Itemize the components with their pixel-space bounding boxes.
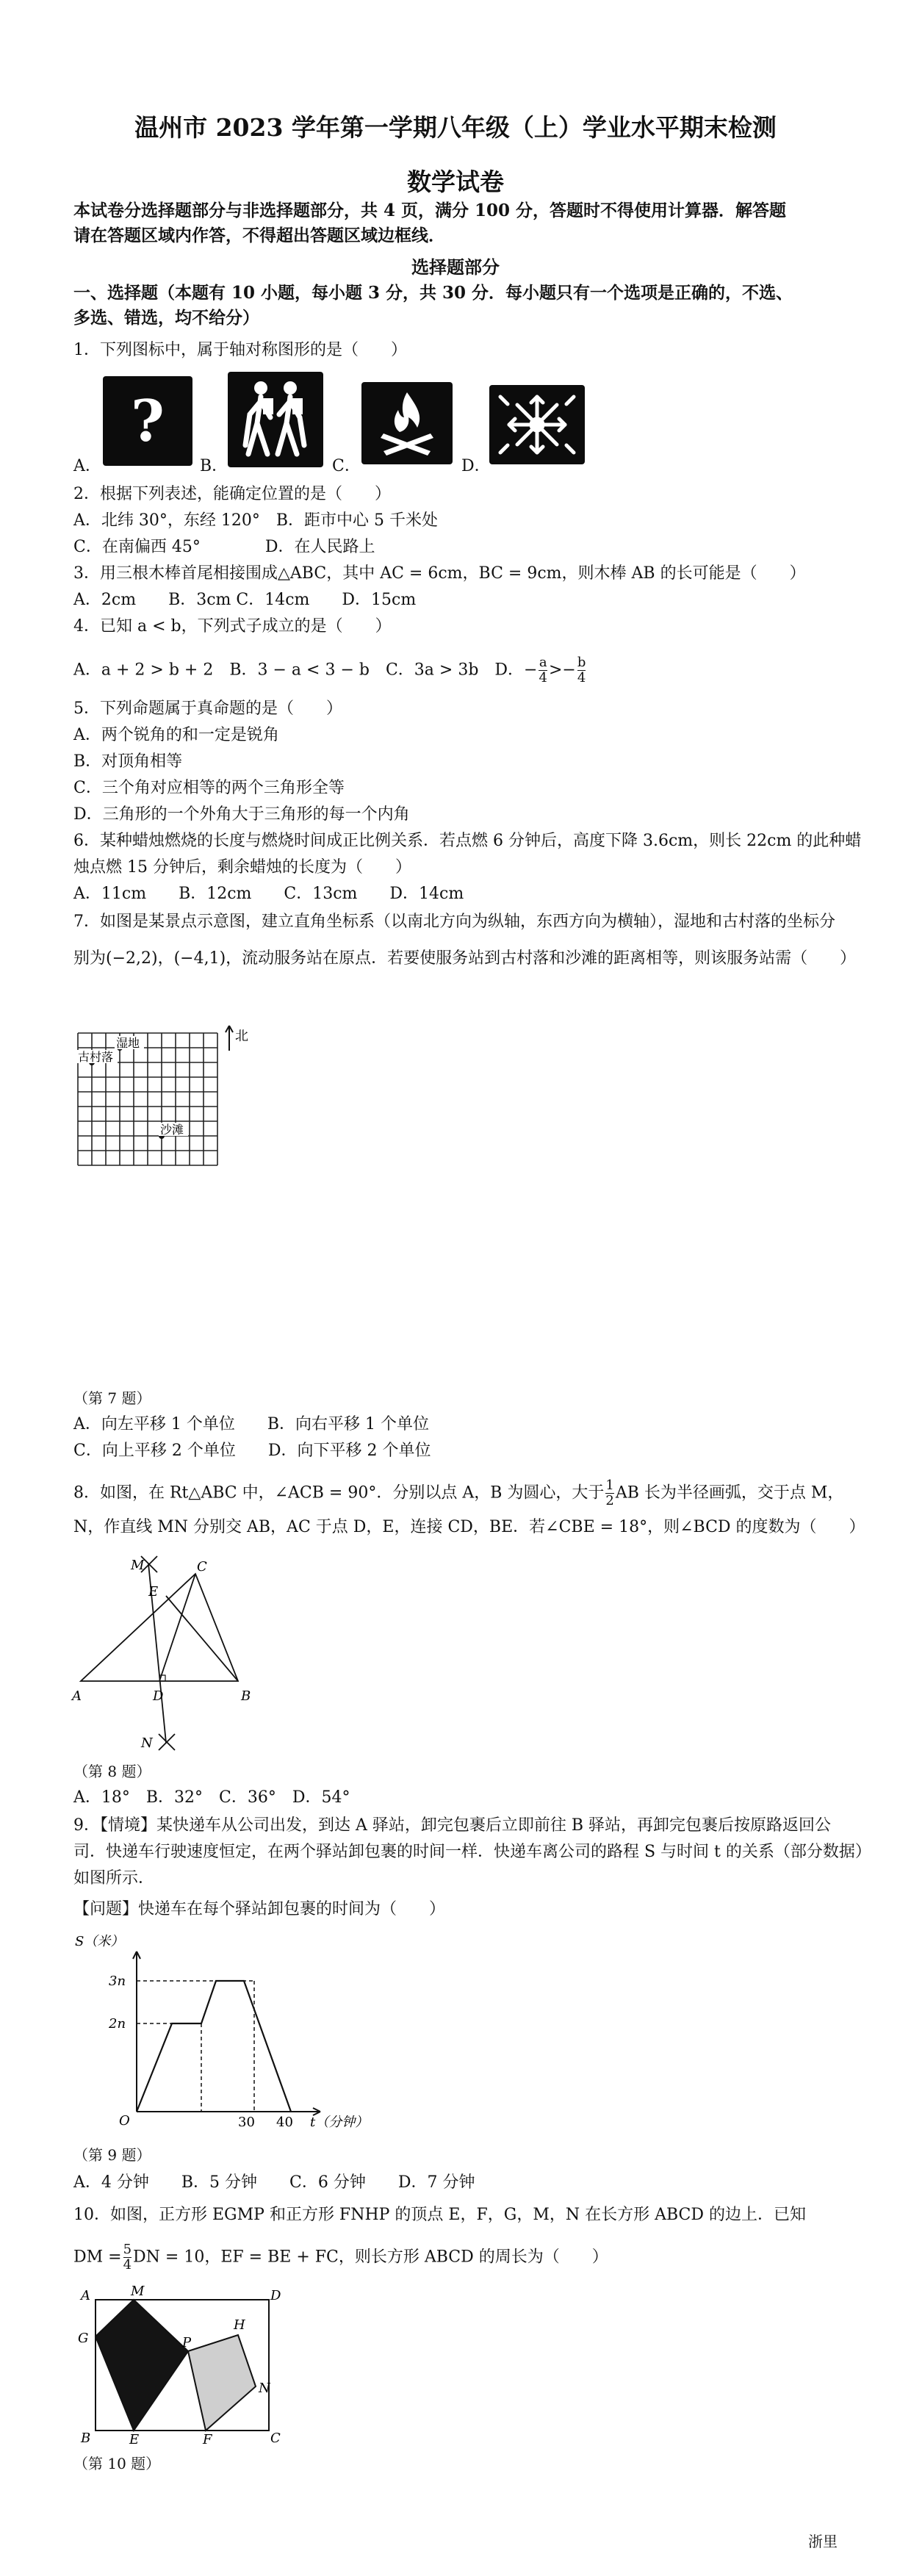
q1-option-b-label: B．: [200, 457, 228, 475]
q9-route-line: [137, 1981, 291, 2112]
q10-caption: （第 10 题）: [73, 2455, 161, 2472]
q10-label-g: G: [78, 2331, 89, 2346]
q10-label-h: H: [234, 2317, 245, 2333]
q1-option-c-label: C．: [332, 457, 361, 475]
q7-map-figure: [71, 1011, 247, 1167]
triangle-abc: [81, 1574, 238, 1681]
part1-heading-line-2: 多选、错选，均不给分）: [73, 308, 259, 328]
q7-stem-line-1: 7．如图是某景点示意图，建立直角坐标系（以南北方向为纵轴，东西方向为横轴），湿地和古村落的坐标分: [73, 913, 836, 931]
q9-distance-time-chart: [71, 1929, 379, 2128]
snowflake-icon: [489, 385, 585, 464]
section-choice-heading: 选择题部分: [411, 256, 500, 278]
q4-minus: −: [562, 661, 576, 680]
q7-stem-line-2: 别为(−2,2)，(−4,1)，流动服务站在原点．若要使服务站到古村落和沙滩的距离相等，则该服务站需（ ）: [73, 949, 857, 968]
q6-stem-line-1: 6．某种蜡烛燃烧的长度与燃烧时间成正比例关系．若点燃 6 分钟后，高度下降 3.6cm，则长 22cm 的此种蜡: [73, 832, 862, 850]
q10-label-a: A: [81, 2288, 90, 2303]
q10-dm: DM =: [73, 2248, 122, 2267]
q10-label-c: C: [270, 2431, 281, 2446]
q9-y-axis: [133, 1951, 140, 2112]
q9-caption: （第 9 题）: [73, 2146, 151, 2164]
q8-label-m: M: [131, 1558, 145, 1573]
q4-fraction-a: $\frac{a}{4}$: [539, 655, 547, 686]
arc-n-mark: [159, 1734, 175, 1750]
q5-option-b: B．对顶角相等: [73, 752, 183, 771]
q10-stem-line-1: 10．如图，正方形 EGMP 和正方形 FNHP 的顶点 E，F，G，M，N 在长方形 ABCD 的边上．已知: [73, 2206, 807, 2224]
notice-line-1: 本试卷分选择题部分与非选择题部分，共 4 页，满分 100 分，答题时不得使用计算器．解答题: [73, 201, 787, 220]
question-mark-icon: [103, 376, 192, 466]
q9-y-2n: 2n: [109, 2016, 126, 2032]
q9-stem-line-3: 如图所示．: [73, 1869, 155, 1888]
q5-option-d: D．三角形的一个外角大于三角形的每一个内角: [73, 805, 410, 824]
q8-label-a: A: [72, 1688, 82, 1704]
q9-ylabel: S（米）: [75, 1934, 124, 1949]
q9-options: A．4 分钟 B．5 分钟 C．6 分钟 D．7 分钟: [73, 2173, 475, 2192]
question-mark-glyph: ?: [131, 388, 165, 455]
q7-options-cd: C．向上平移 2 个单位 D．向下平移 2 个单位: [73, 1442, 431, 1460]
q9-stem-line-2: 司．快递车行驶速度恒定，在两个驿站卸包裹的时间一样．快递车离公司的路程 S 与时间 t 的关系（部分数据）: [73, 1843, 871, 1861]
q6-options: A．11cm B．12cm C．13cm D．14cm: [73, 885, 464, 903]
q8-label-n: N: [141, 1735, 153, 1751]
q5-option-a: A．两个锐角的和一定是锐角: [73, 726, 279, 744]
exam-title: 温州市 2023 学年第一学期八年级（上）学业水平期末检测: [134, 113, 777, 142]
q7-wetland-label: 湿地: [116, 1036, 140, 1050]
q10-label-e: E: [129, 2432, 140, 2447]
q5-stem: 5．下列命题属于真命题的是（ ）: [73, 699, 342, 718]
q9-question: 【问题】快递车在每个驿站卸包裹的时间为（ ）: [73, 1900, 446, 1918]
square-fnhp: [188, 2335, 256, 2431]
q8-options: A．18° B．32° C．36° D．54°: [73, 1788, 350, 1807]
q9-origin: O: [119, 2113, 130, 2129]
part1-heading-line-1: 一、选择题（本题有 10 小题，每小题 3 分，共 30 分．每小题只有一个选项是正确的，不选、: [73, 283, 793, 303]
q8-label-d: D: [153, 1688, 164, 1704]
q8-stem-b: AB 长为半径画弧，交于点 M，: [615, 1483, 844, 1503]
q8-half-fraction: $\frac{1}{2}$: [605, 1478, 614, 1508]
q7-caption: （第 7 题）: [73, 1389, 151, 1407]
q10-label-f: F: [203, 2432, 212, 2447]
q8-caption: （第 8 题）: [73, 1763, 151, 1780]
q7-village-label: 古村落: [78, 1050, 114, 1064]
campfire-icon: [361, 382, 453, 464]
q5-option-c: C．三个角对应相等的两个三角形全等: [73, 779, 345, 797]
notice-line-2: 请在答题区域内作答，不得超出答题区域边框线．: [73, 226, 445, 245]
q8-stem-line-1: [73, 1478, 843, 1508]
q3-stem: 3．用三根木棒首尾相接围成△ABC，其中 AC = 6cm，BC = 9cm，则木棒 AB 的长可能是（ ）: [73, 564, 806, 583]
hikers-icon: [228, 372, 323, 467]
q4-fraction-b: $\frac{b}{4}$: [577, 655, 586, 686]
q4-options-text: A．a + 2 > b + 2 B．3 − a < 3 − b C．3a > 3b D．−: [73, 661, 538, 680]
q8-label-b: B: [241, 1688, 251, 1704]
q2-stem: 2．根据下列表述，能确定位置的是（ ）: [73, 485, 391, 503]
q10-stem-b: DN = 10，EF = BE + FC，则长方形 ABCD 的周长为（ ）: [133, 2248, 608, 2267]
page-footer: 浙里: [808, 2533, 838, 2550]
north-arrow-icon: [226, 1026, 233, 1051]
q8-label-c: C: [197, 1559, 207, 1575]
q2-options-cd: C．在南偏西 45° D．在人民路上: [73, 538, 375, 556]
q8-stem-line-2: N，作直线 MN 分别交 AB，AC 于点 D，E，连接 CD，BE．若∠CBE = 18°，则∠BCD 的度数为（ ）: [73, 1518, 865, 1536]
q8-stem-a: 8．如图，在 Rt△ABC 中，∠ACB = 90°．分别以点 A，B 为圆心，大于: [73, 1483, 605, 1503]
q4-gt: >: [548, 661, 563, 680]
q10-label-n: N: [259, 2381, 270, 2396]
q2-options-ab: A．北纬 30°，东经 120° B．距市中心 5 千米处: [73, 511, 439, 530]
q10-label-d: D: [270, 2288, 281, 2303]
q6-stem-line-2: 烛点燃 15 分钟后，剩余蜡烛的长度为（ ）: [73, 858, 411, 877]
q7-options-ab: A．向左平移 1 个单位 B．向右平移 1 个单位: [73, 1415, 430, 1433]
q8-triangle-figure: [71, 1550, 262, 1756]
q7-beach-label: 沙滩: [160, 1123, 184, 1137]
q1-option-d-label: D．: [461, 457, 491, 475]
q1-stem: 1．下列图标中，属于轴对称图形的是（ ）: [73, 341, 407, 359]
q7-north-label: 北: [235, 1029, 248, 1044]
q9-guides: [137, 1981, 254, 2112]
q9-x-40: 40: [276, 2115, 293, 2130]
q10-rectangle-figure: [71, 2284, 291, 2445]
square-egmp: [96, 2300, 188, 2431]
q4-stem: 4．已知 a < b，下列式子成立的是（ ）: [73, 617, 392, 636]
q10-fraction: $\frac{5}{4}$: [123, 2242, 132, 2273]
q9-stem-line-1: 9．【情境】某快递车从公司出发，到达 A 驿站，卸完包裹后立即前往 B 驿站，再卸完包裹后按原路返回公: [73, 1816, 832, 1835]
q1-option-a-label: A．: [73, 457, 101, 475]
q3-options: A．2cm B．3cm C．14cm D．15cm: [73, 591, 417, 609]
q9-x-30: 30: [238, 2115, 255, 2130]
q10-label-m: M: [131, 2284, 145, 2299]
q9-xlabel: t（分钟）: [310, 2115, 369, 2130]
q8-label-e: E: [148, 1584, 159, 1600]
q10-label-b: B: [81, 2431, 91, 2446]
q10-stem-line-2: [73, 2242, 608, 2273]
q10-label-p: P: [182, 2335, 192, 2350]
q4-options: [73, 655, 587, 686]
q9-y-3n: 3n: [109, 1974, 126, 1989]
segments-cd-be: [159, 1574, 238, 1681]
exam-subtitle: 数学试卷: [407, 168, 504, 196]
